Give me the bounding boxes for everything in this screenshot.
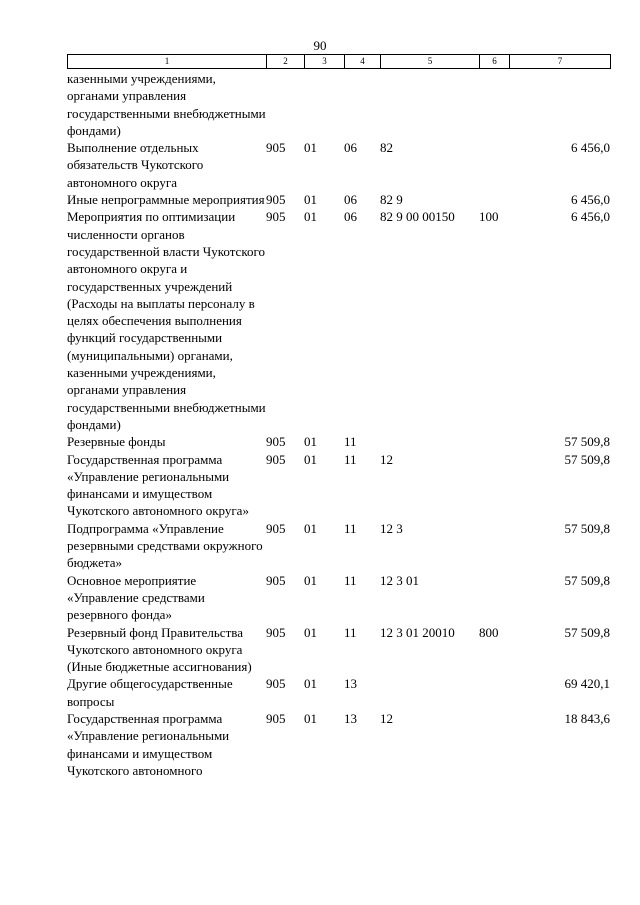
header-col-7: 7 [510, 55, 611, 69]
table-row [67, 70, 610, 139]
row-code-subsection: 06 [344, 140, 357, 156]
row-amount: 57 509,8 [564, 520, 610, 536]
row-amount: 57 509,8 [564, 434, 610, 450]
row-name: Основное мероприятие «Управление средствами резервного фонда» [67, 572, 205, 623]
row-code-expense-type: 800 [479, 624, 499, 640]
row-name: Другие общегосударственные вопросы [67, 676, 233, 709]
table-row [67, 675, 610, 710]
budget-table [67, 70, 610, 779]
row-code-target [380, 675, 479, 710]
table-row [67, 572, 610, 624]
row-name: Иные непрограммные мероприятия [67, 192, 265, 208]
table-row [67, 710, 610, 779]
row-code-section: 01 [304, 710, 317, 726]
row-name: Государственная программа «Управление региональными финансами и имуществом Чукотского автономного округа» [67, 451, 249, 519]
row-code-subsection: 13 [344, 676, 357, 692]
row-code-section: 01 [304, 140, 317, 156]
row-code-subsection: 13 [344, 710, 357, 726]
row-code-target: 12 3 01 20010 [380, 624, 455, 640]
row-amount: 57 509,8 [564, 451, 610, 467]
row-code-section: 01 [304, 624, 317, 640]
row-code-section: 01 [304, 192, 317, 208]
row-code-target: 82 9 00 00150 [380, 209, 455, 225]
row-amount: 57 509,8 [564, 624, 610, 640]
row-code-ministry: 905 [266, 710, 286, 726]
row-code-ministry: 905 [266, 624, 286, 640]
row-amount [509, 70, 610, 139]
row-code-target: 82 [380, 140, 393, 156]
row-name: Резервные фонды [67, 434, 166, 450]
row-code-ministry: 905 [266, 520, 286, 536]
row-code-subsection: 11 [344, 520, 357, 536]
row-amount: 69 420,1 [564, 676, 610, 692]
row-code-expense-type [479, 191, 509, 208]
row-code-ministry: 905 [266, 209, 286, 225]
row-amount: 18 843,6 [564, 710, 610, 726]
row-code-section: 01 [304, 676, 317, 692]
header-col-3: 3 [305, 55, 345, 69]
row-code-target: 12 [380, 451, 393, 467]
table-row [67, 520, 610, 572]
row-code-ministry: 905 [266, 140, 286, 156]
row-code-ministry: 905 [266, 676, 286, 692]
row-code-target [380, 70, 479, 139]
row-code-target: 12 [380, 710, 393, 726]
row-code-expense-type [479, 710, 509, 779]
row-code-target: 12 3 [380, 520, 403, 536]
row-name: Мероприятия по оптимизации численности органов государственной власти Чукотского автономного округа и государственных учреждений (Расходы на выплаты персоналу в целях обеспечения выполнения функций государственными (муниципальными) органами, казенными учреждениями, органами управления государственными внебюджетными фондами) [67, 209, 266, 432]
row-code-ministry: 905 [266, 192, 286, 208]
table-row [67, 208, 610, 433]
row-code-expense-type [479, 433, 509, 450]
row-code-target [380, 433, 479, 450]
row-name: Подпрограмма «Управление резервными средствами окружного бюджета» [67, 520, 263, 571]
row-name: Государственная программа «Управление региональными финансами и имуществом Чукотского автономного [67, 710, 230, 778]
header-col-6: 6 [480, 55, 510, 69]
row-code-subsection: 11 [344, 572, 357, 588]
row-code-ministry: 905 [266, 451, 286, 467]
header-col-5: 5 [381, 55, 480, 69]
row-code-ministry: 905 [266, 572, 286, 588]
row-code-subsection: 11 [344, 451, 357, 467]
row-amount: 57 509,8 [564, 572, 610, 588]
row-amount: 6 456,0 [571, 192, 610, 208]
header-col-1: 1 [68, 55, 267, 69]
table-row [67, 139, 610, 191]
page-number: 90 [313, 38, 327, 53]
table-row [67, 191, 610, 208]
row-code-expense-type [479, 675, 509, 710]
column-header-row [67, 54, 611, 69]
row-code-subsection: 11 [344, 434, 357, 450]
row-code-section: 01 [304, 451, 317, 467]
row-amount: 6 456,0 [571, 140, 610, 156]
table-row [67, 624, 610, 676]
header-col-2: 2 [267, 55, 305, 69]
row-code-expense-type [479, 139, 509, 191]
row-code-target: 82 9 [380, 192, 403, 208]
row-code-subsection: 06 [344, 209, 357, 225]
row-code-expense-type [479, 572, 509, 624]
row-code-subsection: 06 [344, 192, 357, 208]
row-code-ministry [266, 70, 304, 139]
row-code-ministry: 905 [266, 434, 286, 450]
table-row [67, 433, 610, 450]
row-code-subsection: 11 [344, 624, 357, 640]
row-code-target: 12 3 01 [380, 572, 419, 588]
row-code-section: 01 [304, 520, 317, 536]
row-name: Выполнение отдельных обязательств Чукотского автономного округа [67, 140, 204, 190]
row-code-section: 01 [304, 209, 317, 225]
header-col-4: 4 [345, 55, 381, 69]
row-code-section [304, 70, 344, 139]
row-code-section: 01 [304, 572, 317, 588]
row-code-expense-type [479, 451, 509, 520]
row-amount: 6 456,0 [571, 209, 610, 225]
row-code-expense-type [479, 70, 509, 139]
table-row [67, 451, 610, 520]
row-code-expense-type [479, 520, 509, 572]
row-name: Резервный фонд Правительства Чукотского автономного округа (Иные бюджетные ассигнования) [67, 624, 252, 675]
row-code-expense-type: 100 [479, 209, 499, 225]
row-name: казенными учреждениями, органами управления государственными внебюджетными фондами) [67, 71, 266, 138]
row-code-subsection [344, 70, 380, 139]
row-code-section: 01 [304, 434, 317, 450]
